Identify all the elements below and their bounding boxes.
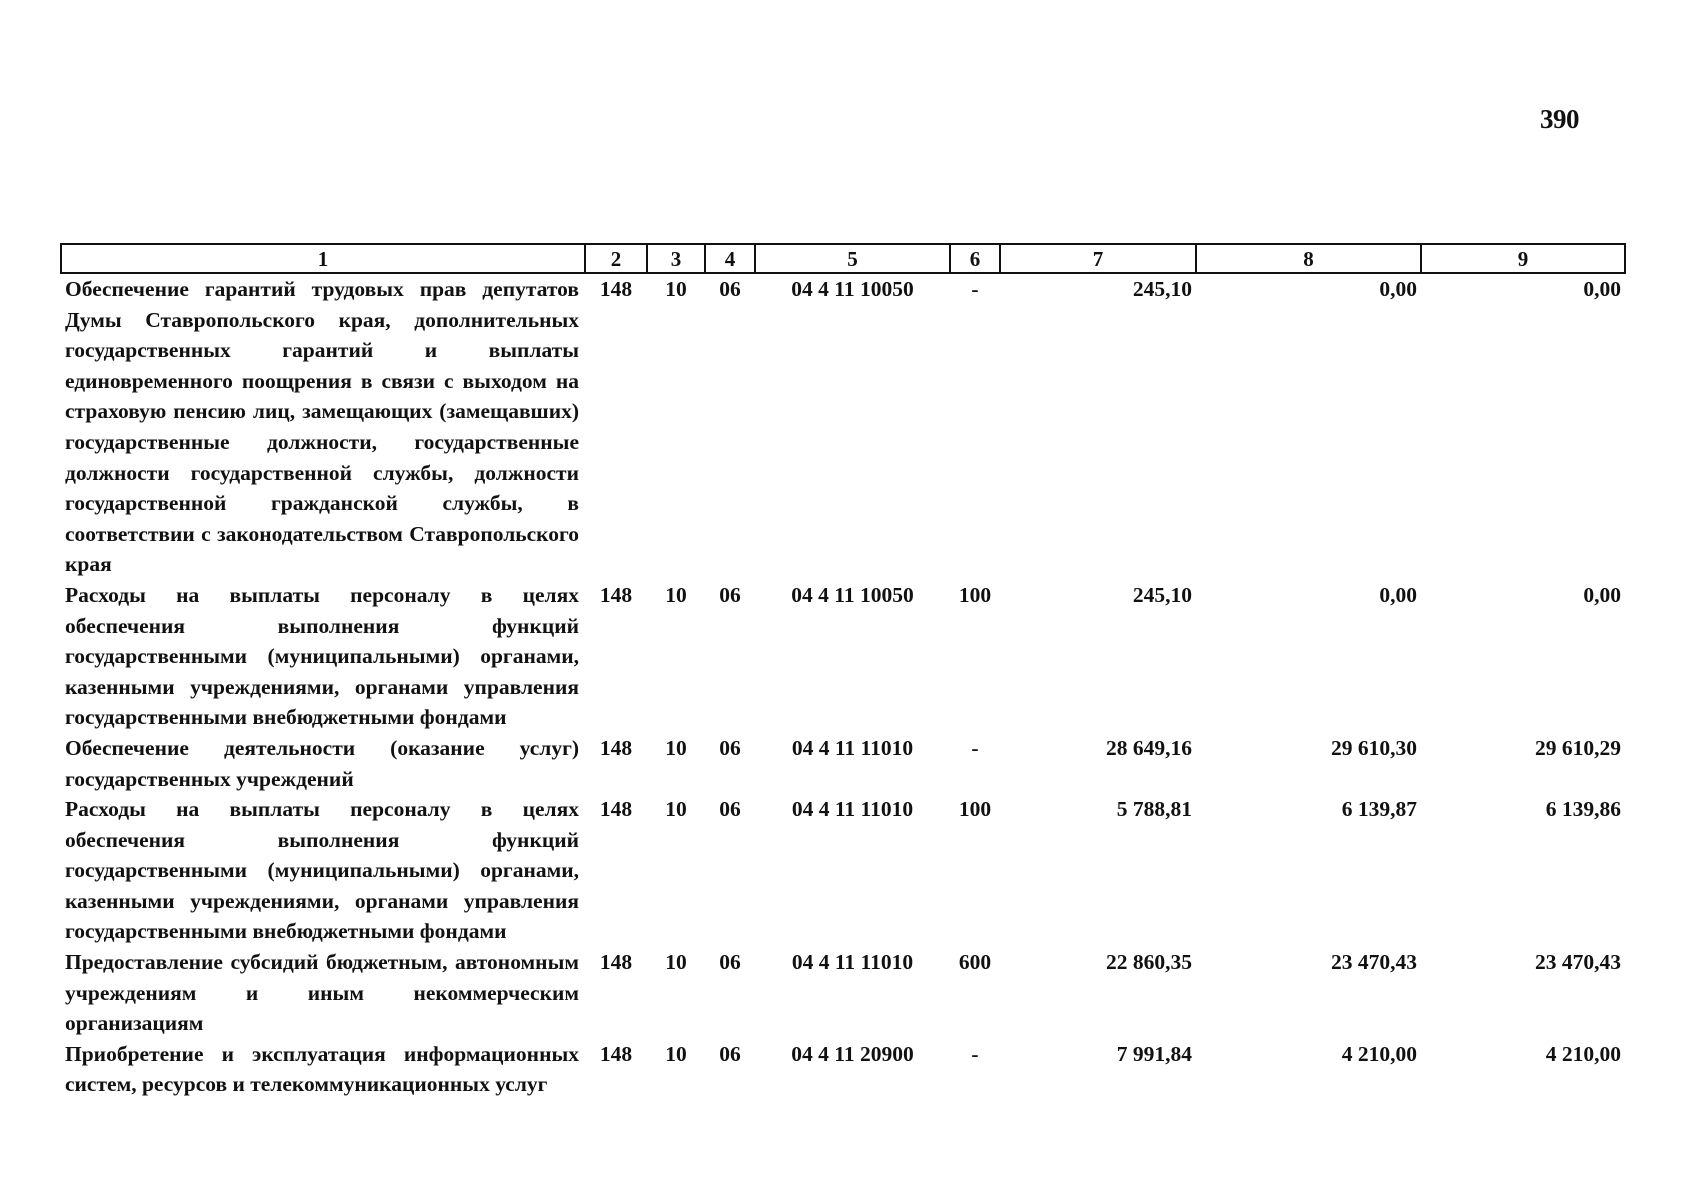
row-sum-2: 6 139,87 [1341,797,1417,822]
table-header [61,244,1625,273]
page-number: 390 [1540,104,1579,134]
row-rz: 10 [665,950,687,975]
row-pr: 06 [719,735,741,760]
row-pr: 06 [719,277,741,301]
row-sum-3: 29 610,29 [1535,735,1621,760]
table-row [61,947,1625,1039]
row-csr: 04 4 11 20900 [791,1041,914,1066]
row-sum-3: 0,00 [1583,277,1621,301]
row-name: Расходы на выплаты персоналу в целях обеспечения выполнения функций государственными (муниципальными) органами, казенными учреждениями, органами управления государственными внебюджетными фондами [65,582,579,730]
row-sum-3: 23 470,43 [1535,950,1621,975]
row-rz: 10 [665,1041,687,1066]
header-col-8: 8 [1196,244,1421,273]
row-rz: 10 [665,735,687,760]
row-ved: 148 [599,582,633,607]
row-csr: 04 4 11 11010 [791,797,914,822]
row-ved: 148 [599,735,633,760]
row-sum-2: 0,00 [1379,277,1417,301]
row-name: Приобретение и эксплуатация информационных систем, ресурсов и телекоммуникационных услуг [65,1041,579,1097]
row-sum-2: 4 210,00 [1341,1041,1417,1066]
row-ved: 148 [599,277,633,301]
header-row [61,244,1625,273]
row-sum-3: 6 139,86 [1545,797,1621,822]
row-csr: 04 4 11 11010 [791,950,914,975]
row-vr: - [971,277,979,301]
table-body [61,273,1625,1100]
row-vr: 600 [958,950,992,975]
row-sum-1: 28 649,16 [1106,735,1192,760]
row-sum-1: 245,10 [1132,277,1192,301]
row-sum-1: 245,10 [1132,582,1192,607]
row-name: Обеспечение гарантий трудовых прав депутатов Думы Ставропольского края, дополнительных государственных гарантий и выплаты единовременного поощрения в связи с выходом на страховую пенсию лиц, замещающих (замещавших) государственные должности, государственные должности государственной службы, должности государственной гражданской службы, в соответствии с законодательством Ставропольского края [65,277,579,577]
row-pr: 06 [719,582,741,607]
row-sum-2: 29 610,30 [1331,735,1417,760]
budget-table [60,243,1626,1100]
header-col-6: 6 [950,244,1000,273]
row-name: Предоставление субсидий бюджетным, автономным учреждениям и иным некоммерческим организациям [65,950,579,1036]
row-sum-1: 7 991,84 [1116,1041,1192,1066]
row-csr: 04 4 11 10050 [791,582,914,607]
row-sum-3: 0,00 [1583,582,1621,607]
row-csr: 04 4 11 10050 [791,277,914,301]
row-sum-3: 4 210,00 [1545,1041,1621,1066]
row-rz: 10 [665,797,687,822]
table-row [61,794,1625,947]
row-sum-1: 5 788,81 [1116,797,1192,822]
row-sum-2: 23 470,43 [1331,950,1417,975]
row-vr: 100 [958,582,992,607]
table-row [61,580,1625,733]
row-vr: 100 [958,797,992,822]
header-col-4: 4 [705,244,755,273]
header-col-5: 5 [755,244,950,273]
row-ved: 148 [599,1041,633,1066]
row-rz: 10 [665,582,687,607]
row-pr: 06 [719,950,741,975]
header-col-7: 7 [1000,244,1196,273]
table-row [61,273,1625,580]
row-ved: 148 [599,950,633,975]
table-row [61,1039,1625,1100]
row-name: Расходы на выплаты персоналу в целях обеспечения выполнения функций государственными (муниципальными) органами, казенными учреждениями, органами управления государственными внебюджетными фондами [65,797,579,944]
header-col-3: 3 [647,244,705,273]
budget-table-container [60,243,1624,1100]
row-csr: 04 4 11 11010 [791,735,914,760]
row-ved: 148 [599,797,633,822]
header-col-9: 9 [1421,244,1625,273]
row-name: Обеспечение деятельности (оказание услуг) государственных учреждений [65,735,579,791]
header-col-1: 1 [61,244,585,273]
row-rz: 10 [665,277,687,301]
row-sum-1: 22 860,35 [1106,950,1192,975]
row-pr: 06 [719,797,741,822]
row-vr: - [971,1041,979,1066]
header-col-2: 2 [585,244,647,273]
row-sum-2: 0,00 [1379,582,1417,607]
row-vr: - [971,735,979,760]
row-pr: 06 [719,1041,741,1066]
table-row [61,733,1625,794]
